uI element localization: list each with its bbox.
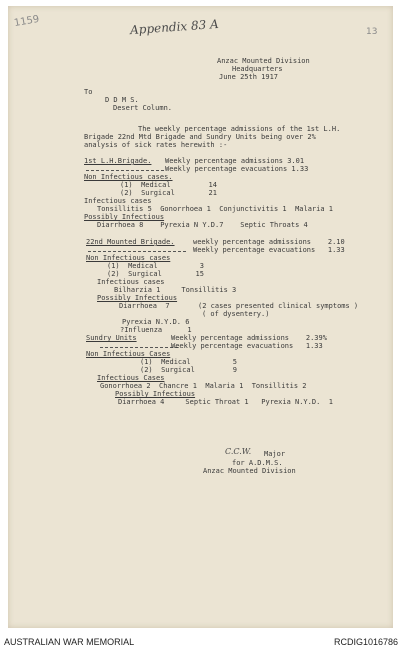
section3-infectious-list: Gonorrhoea 2 Chancre 1 Malaria 1 Tonsillitis 2 [100, 382, 307, 390]
section3-surgical: (2) Surgical 9 [140, 366, 237, 374]
section3-title: Sundry Units [86, 334, 137, 342]
section1-possibly-list: Diarrhoea 8 Pyrexia N Y.D.7 Septic Throats 4 [97, 221, 308, 229]
section1-medical: (1) Medical 14 [120, 181, 217, 189]
footer-id: RCDIG1016786 [333, 637, 398, 647]
section2-divider [88, 251, 186, 252]
address-line1: D D M S. [105, 96, 139, 104]
section1-divider [86, 170, 164, 171]
address-to: To [84, 88, 93, 96]
section2-surgical: (2) Surgical 15 [107, 270, 204, 278]
signature-division: Anzac Mounted Division [203, 467, 296, 475]
section3-possibly: Possibly Infectious [115, 390, 196, 398]
page-number: 13 [366, 27, 378, 37]
section1-evacuations: Weekly percentage evacuations 1.33 [165, 165, 309, 173]
section2-non-infectious: Non Infectious cases [86, 254, 171, 262]
section3-divider [100, 347, 178, 348]
section2-medical: (1) Medical 3 [107, 262, 204, 270]
section2-admissions: weekly percentage admissions 2.10 [193, 238, 345, 246]
section1-non-infectious: Non Infectious cases. [84, 173, 173, 181]
section2-title: 22nd Mounted Brigade. [86, 238, 175, 246]
section2-note2: ( of dysentery.) [202, 310, 270, 318]
section2-evacuations: Weekly percentage evacuations 1.33 [193, 246, 345, 254]
section2-diarrhoea: Diarrhoea 7 [119, 302, 170, 310]
section1-infectious-list: Tonsillitis 5 Gonorrhoea 1 Conjunctivitis 1 Malaria 1 [97, 205, 334, 213]
intro-line2: Brigade 22nd Mtd Brigade and Sundry Units being over 2% [84, 133, 316, 141]
signature-rank: Major [264, 450, 286, 458]
header-date: June 25th 1917 [219, 73, 279, 81]
section2-infectious-list: Bilharzia 1 Tonsillitis 3 [114, 286, 237, 294]
appendix-annotation: Appendix 83 A [129, 16, 220, 38]
section3-evacuations: Weekly percentage evacuations 1.33 [171, 342, 323, 350]
footer-source: AUSTRALIAN WAR MEMORIAL [4, 637, 135, 647]
header-division: Anzac Mounted Division [217, 57, 310, 65]
section1-admissions: Weekly percentage admissions 3.01 [165, 157, 305, 165]
section3-medical: (1) Medical 5 [140, 358, 237, 366]
archive-number: 1159 [13, 13, 41, 30]
section3-admissions: Weekly percentage admissions 2.39% [171, 334, 327, 342]
section1-surgical: (2) Surgical 21 [120, 189, 217, 197]
header-headquarters: Headquarters [232, 65, 283, 73]
intro-line1: The weekly percentage admissions of the 1st L.H. [138, 125, 341, 133]
signature-initials: C.C.W. [225, 447, 252, 456]
section3-infectious: Infectious Cases [97, 374, 165, 382]
section2-note1: (2 cases presented clinical symptoms ) [198, 302, 359, 310]
address-line2: Desert Column. [113, 104, 173, 112]
section3-possibly-list: Diarrhoea 4 Septic Throat 1 Pyrexia N.Y.D. 1 [118, 398, 333, 406]
section2-pyrexia: Pyrexia N.Y.D. 6 [122, 318, 190, 326]
section1-infectious: Infectious cases [84, 197, 152, 205]
section2-influenza: ?Influenza 1 [120, 326, 192, 334]
section1-title: 1st L.H.Brigade. [84, 157, 152, 165]
signature-for: for A.D.M.S. [232, 459, 283, 467]
section2-possibly: Possibly Infectious [97, 294, 178, 302]
section1-possibly: Possibly Infectious [84, 213, 165, 221]
section3-non-infectious: Non Infectious Cases [86, 350, 171, 358]
section2-infectious: Infectious cases [97, 278, 165, 286]
intro-line3: analysis of sick rates herewith :- [84, 141, 228, 149]
document-page [8, 6, 393, 628]
